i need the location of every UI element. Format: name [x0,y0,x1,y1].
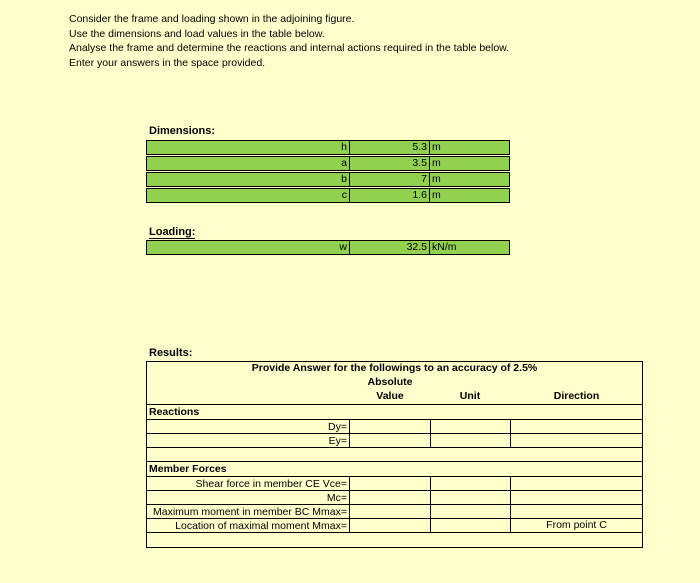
loading-value[interactable]: 32.5 [350,241,430,254]
dimension-value[interactable]: 5.3 [350,141,430,154]
member-label-location: Location of maximal moment Mmax= [175,520,347,532]
instructions [69,12,509,70]
instruction-line-3: Analyse the frame and determine the reactions and internal actions required in the table below. [69,42,510,54]
col-divider [510,419,511,447]
location-direction-cell[interactable]: From point C [546,519,607,531]
row-line [146,447,643,448]
dimension-label: b [147,173,350,186]
dimension-row-b [146,172,510,187]
dimension-row-h [146,140,510,155]
col-divider [349,419,350,447]
accuracy-instruction: Provide Answer for the followings to an accuracy of 2.5% [251,362,538,374]
vce-unit-input[interactable] [431,477,510,490]
header-divider [146,404,643,405]
reaction-label-ey: Ey= [328,435,347,447]
member-label-vce: Shear force in member CE Vce= [195,478,347,490]
dimension-row-a [146,156,510,171]
col-divider [349,476,350,532]
ey-unit-input[interactable] [431,434,510,447]
member-label-mmax: Maximum moment in member BC Mmax= [153,506,347,518]
dimension-value[interactable]: 7 [350,173,430,186]
mmax-direction-input[interactable] [511,505,642,518]
mmax-unit-input[interactable] [431,505,510,518]
col-divider [510,476,511,532]
mc-value-input[interactable] [350,491,430,504]
loading-heading: Loading: [149,226,196,238]
loading-label: w [147,241,350,254]
dy-unit-input[interactable] [431,420,510,433]
column-header-absolute: Absolute [367,376,413,388]
dimension-value[interactable]: 1.6 [350,189,430,202]
dimension-label: h [147,141,350,154]
dimension-label: c [147,189,350,202]
dimension-row-c [146,188,510,203]
ey-value-input[interactable] [350,434,430,447]
loading-unit: kN/m [432,241,457,253]
instruction-line-1: Consider the frame and loading shown in the adjoining figure. [69,13,355,25]
results-heading: Results: [149,347,193,359]
col-divider [430,419,431,447]
vce-direction-input[interactable] [511,477,642,490]
ey-direction-input[interactable] [511,434,642,447]
location-value-input[interactable] [350,519,430,532]
column-header-direction: Direction [553,390,600,402]
column-header-unit: Unit [459,390,481,402]
row-line [146,532,643,533]
dimension-unit: m [432,189,441,201]
dimension-unit: m [432,157,441,169]
dy-value-input[interactable] [350,420,430,433]
reaction-label-dy: Dy= [328,421,347,433]
dimension-label: a [147,157,350,170]
column-header-value: Value [376,390,404,402]
vce-value-input[interactable] [350,477,430,490]
member-label-mc: Mc= [326,492,347,504]
member-forces-heading: Member Forces [149,463,227,475]
col-divider [430,476,431,532]
dimension-unit: m [432,173,441,185]
reactions-heading: Reactions [149,406,200,418]
instruction-line-4: Enter your answers in the space provided. [69,56,266,69]
dimension-value[interactable]: 3.5 [350,157,430,170]
dimension-unit: m [432,141,441,153]
dy-direction-input[interactable] [511,420,642,433]
mc-direction-input[interactable] [511,491,642,504]
loading-row-w [146,240,510,255]
instruction-line-2: Use the dimensions and load values in the table below. [69,27,325,40]
location-unit-input[interactable] [431,519,510,532]
mmax-value-input[interactable] [350,505,430,518]
mc-unit-input[interactable] [431,491,510,504]
dimensions-heading: Dimensions: [149,125,216,137]
